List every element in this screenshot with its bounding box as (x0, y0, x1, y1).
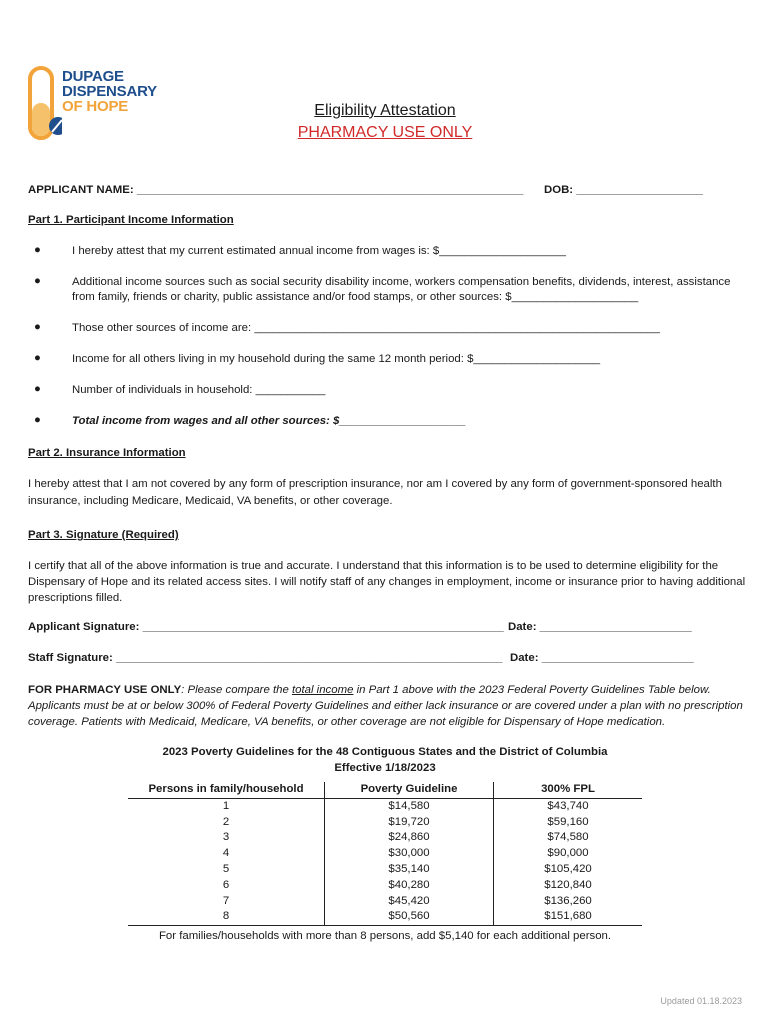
pharmacy-note-part-a: : Please compare the (181, 684, 292, 696)
table-row (128, 815, 642, 831)
applicant-name-blank[interactable]: _____________________________________________________________ (136, 184, 524, 196)
guideline-cell: $24,860 (325, 830, 494, 846)
applicant-signature-field[interactable] (28, 620, 504, 635)
bullet-icon: ● (34, 321, 41, 333)
bullet-icon: ● (34, 414, 41, 426)
persons-cell: 8 (128, 909, 325, 925)
guideline-cell: $50,560 (325, 909, 494, 925)
pharmacy-use-note (28, 682, 744, 730)
dob-blank[interactable]: ____________________ (576, 184, 703, 196)
persons-cell: 6 (128, 878, 325, 894)
pharmacy-note-total-income: total income (291, 684, 354, 696)
fpl-300-cell: $151,680 (544, 910, 592, 923)
additional-income-item[interactable]: Additional income sources such as social security disability income, workers compensation benefits, dividends, interest, assistance from family, friends or charity, public assistance and/or food stamps, or other sources: $____________________ (72, 276, 731, 303)
fpl-300-cell: $105,420 (544, 862, 592, 875)
table-row (128, 830, 642, 846)
column-header-guideline: Poverty Guideline (325, 782, 494, 798)
table-note-row (128, 926, 642, 949)
applicant-signature-blank[interactable]: _________________________________________________________ (142, 621, 504, 633)
income-wages-item[interactable]: I hereby attest that my current estimated annual income from wages is: $____________________ (72, 245, 566, 257)
bullet-icon: ● (34, 244, 41, 256)
household-income-item[interactable]: Income for all others living in my household during the same 12 month period: $____________________ (72, 353, 601, 365)
column-header-300-fpl: 300% FPL (494, 782, 643, 798)
applicant-name-label: APPLICANT NAME: (28, 184, 134, 196)
logo-line-3: OF HOPE (62, 98, 129, 115)
persons-cell: 3 (128, 830, 325, 846)
guideline-cell: $35,140 (325, 862, 494, 878)
guideline-cell: $14,580 (325, 798, 494, 814)
fpl-300-cell: $90,000 (547, 847, 589, 860)
table-row (128, 894, 642, 910)
poverty-guidelines-table (128, 782, 642, 949)
dob-field[interactable] (544, 183, 703, 198)
persons-cell: 5 (128, 862, 325, 878)
persons-cell: 4 (128, 846, 325, 862)
insurance-attestation-text: I hereby attest that I am not covered by any form of prescription insurance, nor am I covered by any form of government-sponsored health insurance, including Medicare, Medicaid, VA benefits, or other coverage. (28, 478, 722, 507)
total-income-item[interactable]: Total income from wages and all other sources: $____________________ (72, 415, 467, 427)
staff-date-blank[interactable]: ________________________ (541, 652, 694, 664)
staff-date-label: Date: (510, 652, 539, 664)
fpl-300-cell: $120,840 (544, 878, 592, 891)
bullet-icon: ● (34, 275, 41, 287)
household-count-item[interactable]: Number of individuals in household: ___________ (72, 384, 326, 396)
table-row (128, 909, 642, 925)
staff-signature-label: Staff Signature: (28, 652, 113, 664)
persons-cell: 1 (128, 798, 325, 814)
additional-person-note: For families/households with more than 8 persons, add $5,140 for each additional person. (128, 926, 642, 949)
part2-heading: Part 2. Insurance Information (28, 447, 186, 459)
column-header-persons: Persons in family/household (128, 782, 325, 798)
logo-line-1: DUPAGE (62, 68, 124, 85)
part1-heading: Part 1. Participant Income Information (28, 214, 234, 226)
bullet-icon: ● (34, 383, 41, 395)
pharmacy-use-only-label: PHARMACY USE ONLY (297, 124, 473, 141)
poverty-table-title: 2023 Poverty Guidelines for the 48 Contiguous States and the District of Columbia (162, 746, 608, 758)
applicant-date-field[interactable] (508, 620, 692, 635)
table-row (128, 846, 642, 862)
pharmacy-note-lead: FOR PHARMACY USE ONLY (28, 684, 182, 696)
staff-signature-field[interactable] (28, 651, 502, 666)
part3-heading: Part 3. Signature (Required) (28, 529, 179, 541)
guideline-cell: $19,720 (325, 815, 494, 831)
persons-cell: 7 (128, 894, 325, 910)
bullet-icon: ● (34, 352, 41, 364)
guideline-cell: $45,420 (325, 894, 494, 910)
document-title-block (0, 102, 770, 142)
applicant-signature-label: Applicant Signature: (28, 621, 140, 633)
document-title: Eligibility Attestation (314, 102, 456, 119)
staff-signature-blank[interactable]: _____________________________________________________________ (115, 652, 503, 664)
fpl-300-cell: $74,580 (547, 831, 589, 844)
fpl-300-cell: $43,740 (547, 799, 589, 812)
persons-cell: 2 (128, 815, 325, 831)
guideline-cell: $40,280 (325, 878, 494, 894)
table-row (128, 878, 642, 894)
applicant-name-field[interactable] (28, 183, 523, 198)
fpl-300-cell: $136,260 (544, 894, 592, 907)
guideline-cell: $30,000 (325, 846, 494, 862)
certification-text: I certify that all of the above information is true and accurate. I understand that this information is to be used to determine eligibility for the Dispensary of Hope and its related access sites. I will notify staff of any changes in employment, income or insurance prior to having additional prescriptions filled. (28, 560, 746, 604)
other-sources-item[interactable]: Those other sources of income are: ________________________________________________________________ (72, 322, 660, 334)
applicant-date-label: Date: (508, 621, 537, 633)
table-row (128, 862, 642, 878)
table-header-row (128, 782, 642, 798)
table-row (128, 798, 642, 814)
poverty-table-effective: Effective 1/18/2023 (334, 762, 436, 774)
pharmacy-note-part-b: in Part 1 above with the 2023 Federal Poverty Guidelines Table below. Applicants must be at or below 300% of Federal Poverty Guidelines and either lack insurance or are covered under a plan with no prescription coverage. Patients with Medicaid, Medicare, VA benefits, or other coverage are not eligible for Dispensary of Hope medication. (28, 684, 743, 728)
staff-date-field[interactable] (510, 651, 694, 666)
applicant-date-blank[interactable]: ________________________ (539, 621, 692, 633)
logo-line-2: DISPENSARY (62, 83, 157, 100)
updated-date-footer: Updated 01.18.2023 (660, 996, 742, 1006)
dob-label: DOB: (544, 184, 574, 196)
fpl-300-cell: $59,160 (547, 815, 589, 828)
